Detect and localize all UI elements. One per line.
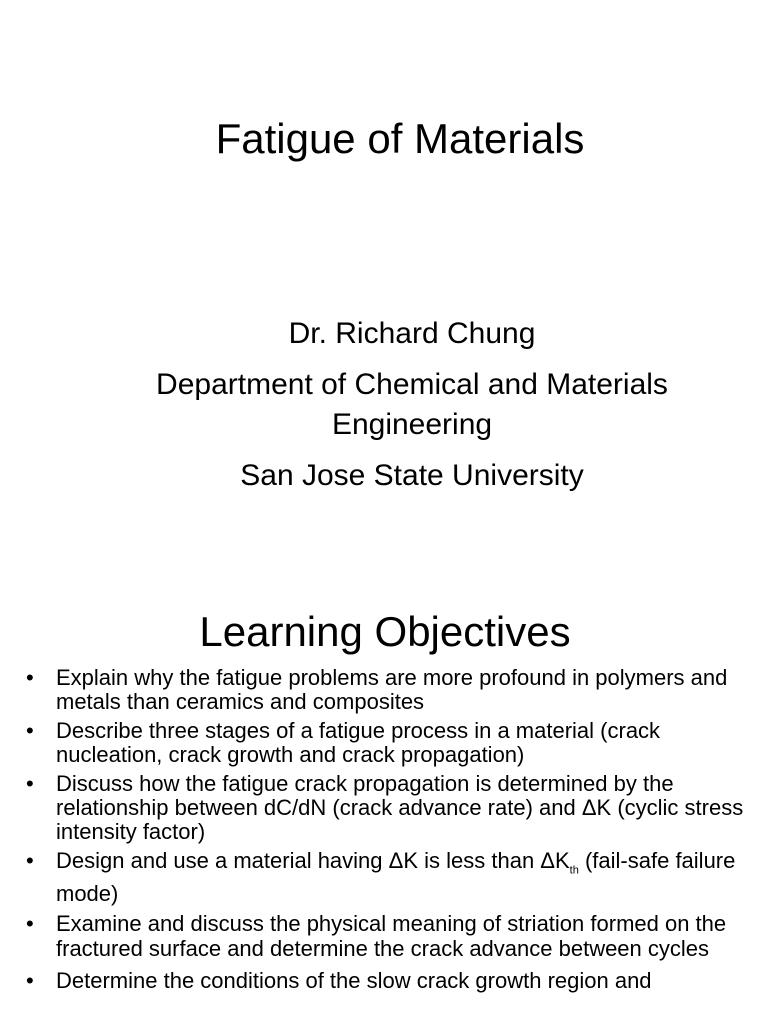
slide-title: Fatigue of Materials: [215, 115, 585, 162]
department-name: [0, 365, 768, 445]
list-item: [26, 969, 761, 993]
list-item: [26, 911, 761, 961]
slide-title: Learning Objectives: [199, 608, 571, 655]
bullet-icon: •: [26, 718, 34, 743]
author-block: [0, 314, 768, 507]
threshold-subscript: th: [569, 864, 579, 877]
department-line-1: Department of Chemical and Materials: [156, 368, 668, 401]
list-item: [26, 849, 761, 906]
list-item: [26, 719, 761, 767]
objectives-list: [26, 666, 761, 998]
objective-text: [56, 848, 735, 906]
list-item: [26, 666, 761, 714]
bullet-icon: •: [26, 771, 34, 796]
objectives-slide: [0, 580, 768, 1024]
objective-text: Examine and discuss the physical meaning of striation formed on the fractured surface and determine the crack advance between cycles: [56, 911, 727, 962]
objective-text: Discuss how the fatigue crack propagation is determined by the relationship between dC/dN (crack advance rate) and ΔK (cyclic stress intensity factor): [56, 771, 744, 844]
objective-text: Describe three stages of a fatigue process in a material (crack nucleation, crack growth and crack propagation): [56, 718, 661, 767]
bullet-icon: •: [26, 911, 34, 937]
objective-text: Determine the conditions of the slow crack growth region and: [56, 968, 652, 994]
objective-text-before: Design and use a material having ΔK is less than ΔK: [56, 848, 570, 873]
university-name: San Jose State University: [240, 459, 584, 492]
department-line-2: Engineering: [331, 408, 493, 441]
bullet-icon: •: [26, 968, 34, 994]
objective-text: Explain why the fatigue problems are more profound in polymers and metals than ceramics and composites: [56, 665, 728, 714]
bullet-icon: •: [26, 848, 34, 873]
bullet-icon: •: [26, 665, 34, 690]
author-name: Dr. Richard Chung: [288, 317, 536, 350]
list-item: [26, 772, 761, 844]
objective-text-after: (fail-safe failure mode): [56, 848, 736, 907]
